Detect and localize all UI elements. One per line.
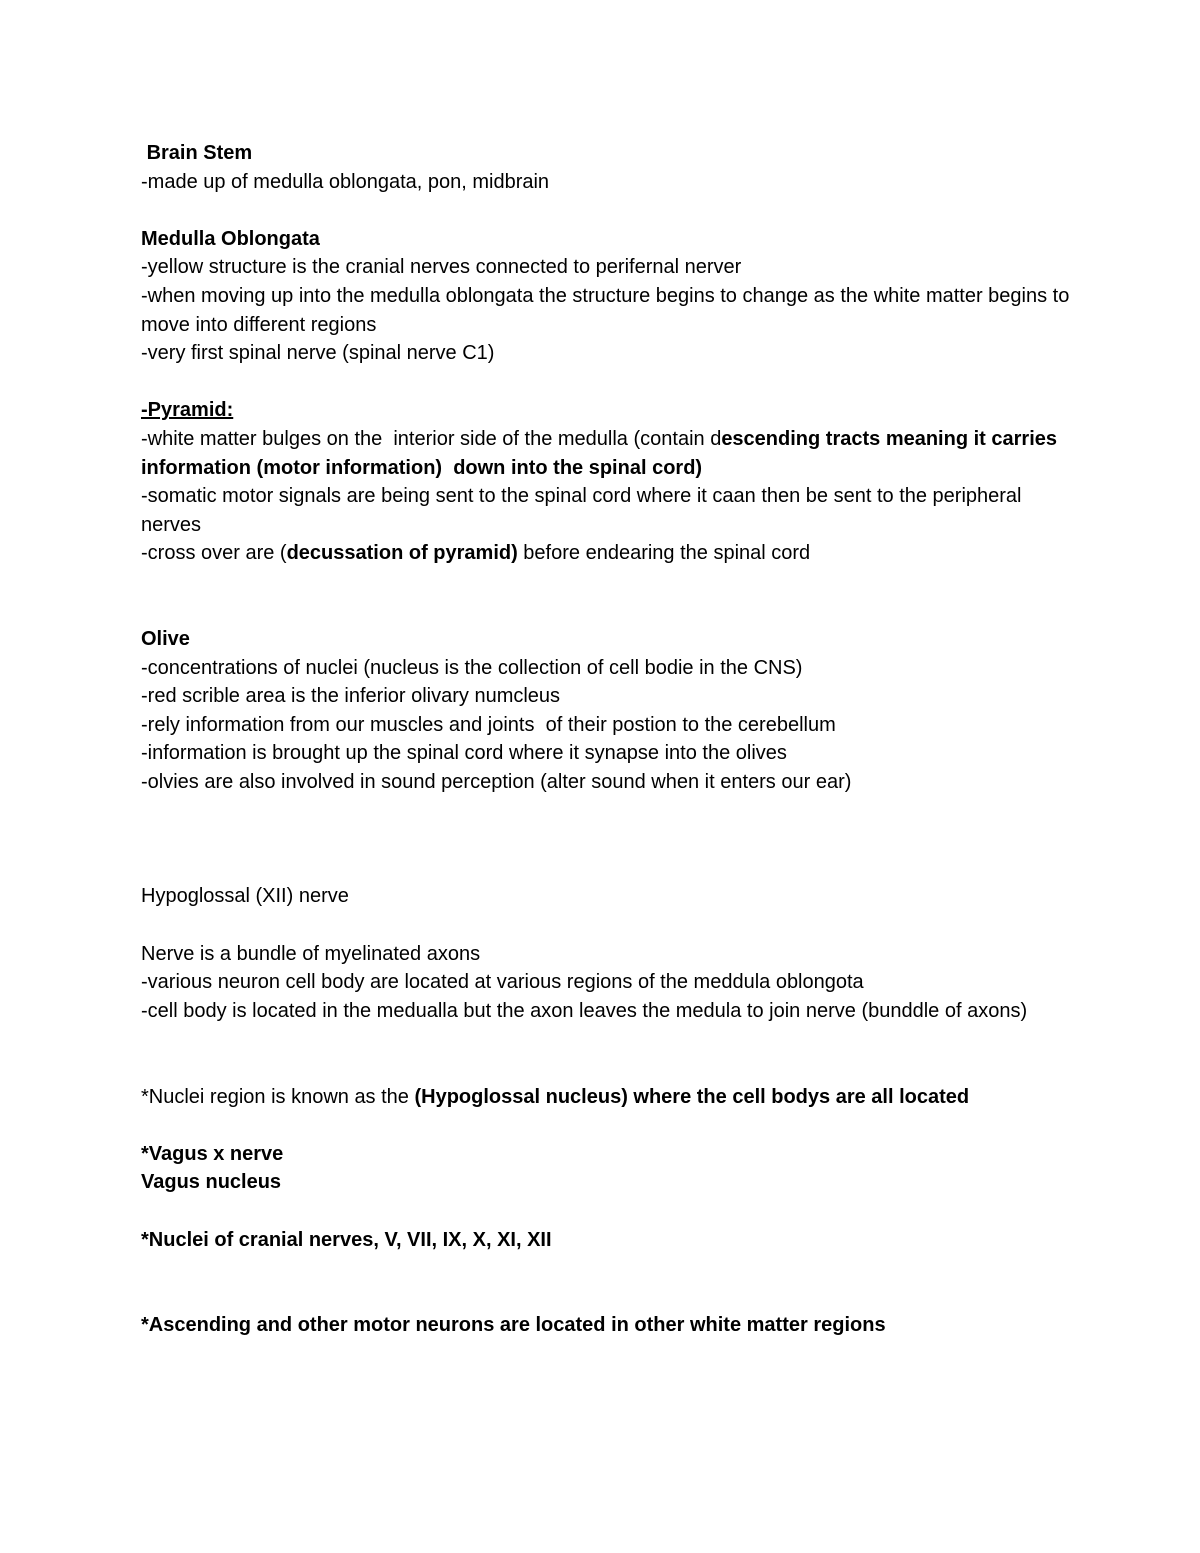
spacer [141,1254,1071,1283]
spacer [141,597,1071,626]
spacer [141,1197,1071,1226]
spacer [141,911,1071,940]
pyramid-heading: -Pyramid: [141,399,234,422]
pyramid-line [141,425,1071,482]
olive-heading: Olive [141,628,190,651]
cranial-nuclei-line: *Nuclei of cranial nerves, V, VII, IX, X, XI, XII [141,1228,552,1251]
pyramid-text: -white matter bulges on the interior side of the medulla (contain d [141,427,722,450]
spacer [141,854,1071,883]
medulla-line: -yellow structure is the cranial nerves connected to perifernal nerver [141,256,742,279]
brain-stem-heading: Brain Stem [141,142,253,164]
hypoglossal-bold-text: (Hypoglossal nucleus) where the cell bodys are all located [414,1085,970,1108]
vagus-nerve-line: *Vagus x nerve [141,1142,284,1165]
spacer [141,825,1071,854]
pyramid-text: -cross over are ( [141,542,287,565]
spacer [141,368,1071,397]
pyramid-bold-text: escending tracts meaning it carries information (motor information) down into the spinal cord) [141,427,1063,479]
olive-line: -information is brought up the spinal cord where it synapse into the olives [141,742,787,765]
pyramid-bold-text: decussation of pyramid) [286,542,518,565]
olive-line: -red scrible area is the inferior olivary numcleus [141,685,561,708]
spacer [141,196,1071,225]
hypoglossal-nucleus-line [141,1083,1071,1112]
spacer [141,1054,1071,1083]
medulla-line: -when moving up into the medulla oblongata the structure begins to change as the white matter begins to move into different regions [141,284,1075,336]
spacer [141,797,1071,826]
spacer [141,1111,1071,1140]
spacer [141,568,1071,597]
hypoglossal-line: Nerve is a bundle of myelinated axons [141,942,481,965]
brain-stem-line: -made up of medulla oblongata, pon, midbrain [141,170,550,193]
spacer [141,1283,1071,1312]
medulla-heading: Medulla Oblongata [141,227,320,250]
hypoglossal-text: *Nuclei region is known as the [141,1085,415,1108]
document-page [141,139,1075,1340]
olive-line: -olvies are also involved in sound perception (alter sound when it enters our ear) [141,771,852,794]
ascending-line: *Ascending and other motor neurons are located in other white matter regions [141,1314,886,1337]
medulla-line: -very first spinal nerve (spinal nerve C1) [141,342,495,365]
hypoglossal-line: -various neuron cell body are located at various regions of the meddula oblongota [141,971,864,994]
olive-line: -rely information from our muscles and joints of their postion to the cerebellum [141,713,836,736]
spacer [141,1025,1071,1054]
pyramid-line: -somatic motor signals are being sent to the spinal cord where it caan then be sent to the peripheral nerves [141,485,1028,536]
pyramid-text: before endearing the spinal cord [517,542,811,565]
vagus-nucleus-line: Vagus nucleus [141,1171,282,1194]
hypoglossal-line: -cell body is located in the medualla but the axon leaves the medula to join nerve (bunddle of axons) [141,999,1028,1022]
pyramid-line [141,539,1071,568]
hypoglossal-heading: Hypoglossal (XII) nerve [141,885,349,908]
olive-line: -concentrations of nuclei (nucleus is the collection of cell bodie in the CNS) [141,656,803,679]
